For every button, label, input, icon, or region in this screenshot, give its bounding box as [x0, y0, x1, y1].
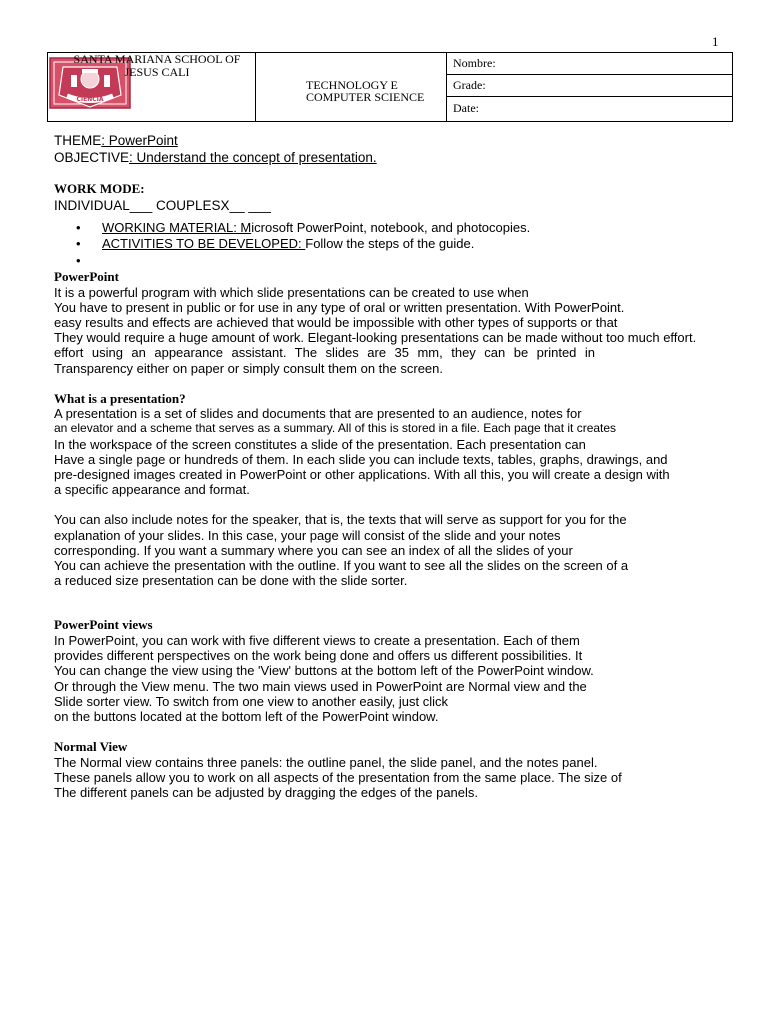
- paragraph-line: Transparency either on paper or simply consult them on the screen.: [54, 360, 443, 376]
- what-is-presentation-heading: What is a presentation?: [54, 390, 186, 406]
- objective-value: : Understand the concept of presentation.: [129, 150, 377, 165]
- header-table: [47, 52, 733, 122]
- paragraph-line: These panels allow you to work on all aspects of the presentation from the same place. The size of: [54, 769, 622, 785]
- paragraph-line: They would require a huge amount of work. Elegant-looking presentations can be made without too much effort.: [54, 330, 697, 346]
- paragraph-line: a reduced size presentation can be done with the slide sorter.: [54, 573, 408, 589]
- paragraph-line: provides different perspectives on the work being done and offers us different possibilities. It: [54, 648, 583, 664]
- paragraph-line: You have to present in public or for use in any type of oral or written presentation. With PowerPoint.: [54, 299, 625, 315]
- paragraph-line: effort using an appearance assistant. The slides are 35 mm, they can be printed in: [54, 345, 595, 361]
- paragraph-line: Slide sorter view. To switch from one view to another easily, just click: [54, 693, 449, 709]
- theme-label: THEME: [54, 133, 102, 148]
- paragraph-line: an elevator and a scheme that serves as a summary. All of this is stored in a file. Each page that it creates: [54, 421, 617, 436]
- bullet-list: [54, 220, 734, 270]
- theme-value: : PowerPoint: [101, 133, 178, 148]
- school-name: [62, 53, 252, 79]
- bullet-empty: [54, 253, 734, 270]
- theme-line: [54, 132, 734, 149]
- page-number: 1: [712, 34, 719, 49]
- school-cell: [48, 53, 256, 122]
- date-field[interactable]: Date:: [453, 101, 479, 115]
- document-body: [54, 132, 734, 800]
- work-mode-heading: WORK MODE:: [54, 181, 145, 196]
- paragraph-line: In the workspace of the screen constitutes a slide of the presentation. Each presentation can: [54, 436, 586, 452]
- paragraph-line: Or through the View menu. The two main views used in PowerPoint are Normal view and the: [54, 678, 587, 694]
- school-name-line1: SANTA MARIANA SCHOOL OF: [73, 52, 241, 66]
- paragraph-line: a specific appearance and format.: [54, 482, 250, 498]
- paragraph-line: on the buttons located at the bottom left of the PowerPoint window.: [54, 708, 439, 724]
- paragraph-line: explanation of your slides. In this case, your page will consist of the slide and your notes: [54, 527, 561, 543]
- paragraph-line: In PowerPoint, you can work with five different views to create a presentation. Each of them: [54, 632, 580, 648]
- subject-line1: TECHNOLOGY E: [306, 78, 398, 92]
- logo-text: CIENCIA: [76, 96, 104, 103]
- paragraph-line: pre-designed images created in PowerPoint or other applications. With all this, you will create a design with: [54, 467, 670, 483]
- work-mode-line: INDIVIDUAL___ COUPLESX__ ___: [54, 197, 271, 213]
- bullet-working-material: [54, 220, 734, 237]
- paragraph-line: A presentation is a set of slides and documents that are presented to an audience, notes for: [54, 406, 582, 422]
- paragraph-line: You can change the view using the 'View' buttons at the bottom left of the PowerPoint window.: [54, 663, 594, 679]
- paragraph-line: You can achieve the presentation with the outline. If you want to see all the slides on the screen of a: [54, 558, 629, 574]
- bullet-activities: [54, 236, 734, 253]
- paragraph-line: The different panels can be adjusted by dragging the edges of the panels.: [54, 785, 479, 801]
- school-name-line2: JESUS CALI: [124, 65, 190, 79]
- paragraph-line: Have a single page or hundreds of them. In each slide you can include texts, tables, graphs, drawings, and: [54, 451, 668, 467]
- powerpoint-views-heading: PowerPoint views: [54, 617, 153, 633]
- objective-label: OBJECTIVE: [54, 150, 130, 165]
- bullet-label: WORKING MATERIAL: M: [102, 219, 252, 235]
- paragraph-line: The Normal view contains three panels: the outline panel, the slide panel, and the notes panel.: [54, 754, 598, 770]
- grade-field[interactable]: Grade:: [447, 75, 732, 97]
- name-field[interactable]: Nombre:: [447, 53, 732, 75]
- paragraph-line: It is a powerful program with which slide presentations can be created to use when: [54, 284, 529, 300]
- objective-line: [54, 149, 734, 166]
- fields-cell: [447, 53, 733, 122]
- bullet-text: Follow the steps of the guide.: [305, 236, 475, 251]
- paragraph-line: easy results and effects are achieved that would be impossible with other types of supports or that: [54, 314, 618, 330]
- paragraph-line: You can also include notes for the speaker, that is, the texts that will serve as support for you for the: [54, 512, 627, 528]
- powerpoint-heading: PowerPoint: [54, 269, 119, 284]
- subject-title: [306, 79, 424, 103]
- subject-line2: COMPUTER SCIENCE: [306, 90, 425, 104]
- normal-view-heading: Normal View: [54, 739, 128, 755]
- paragraph-line: corresponding. If you want a summary where you can see an index of all the slides of your: [54, 542, 573, 558]
- subject-cell: [256, 53, 447, 122]
- bullet-label: ACTIVITIES TO BE DEVELOPED:: [102, 236, 306, 251]
- bullet-text: icrosoft PowerPoint, notebook, and photocopies.: [251, 219, 531, 235]
